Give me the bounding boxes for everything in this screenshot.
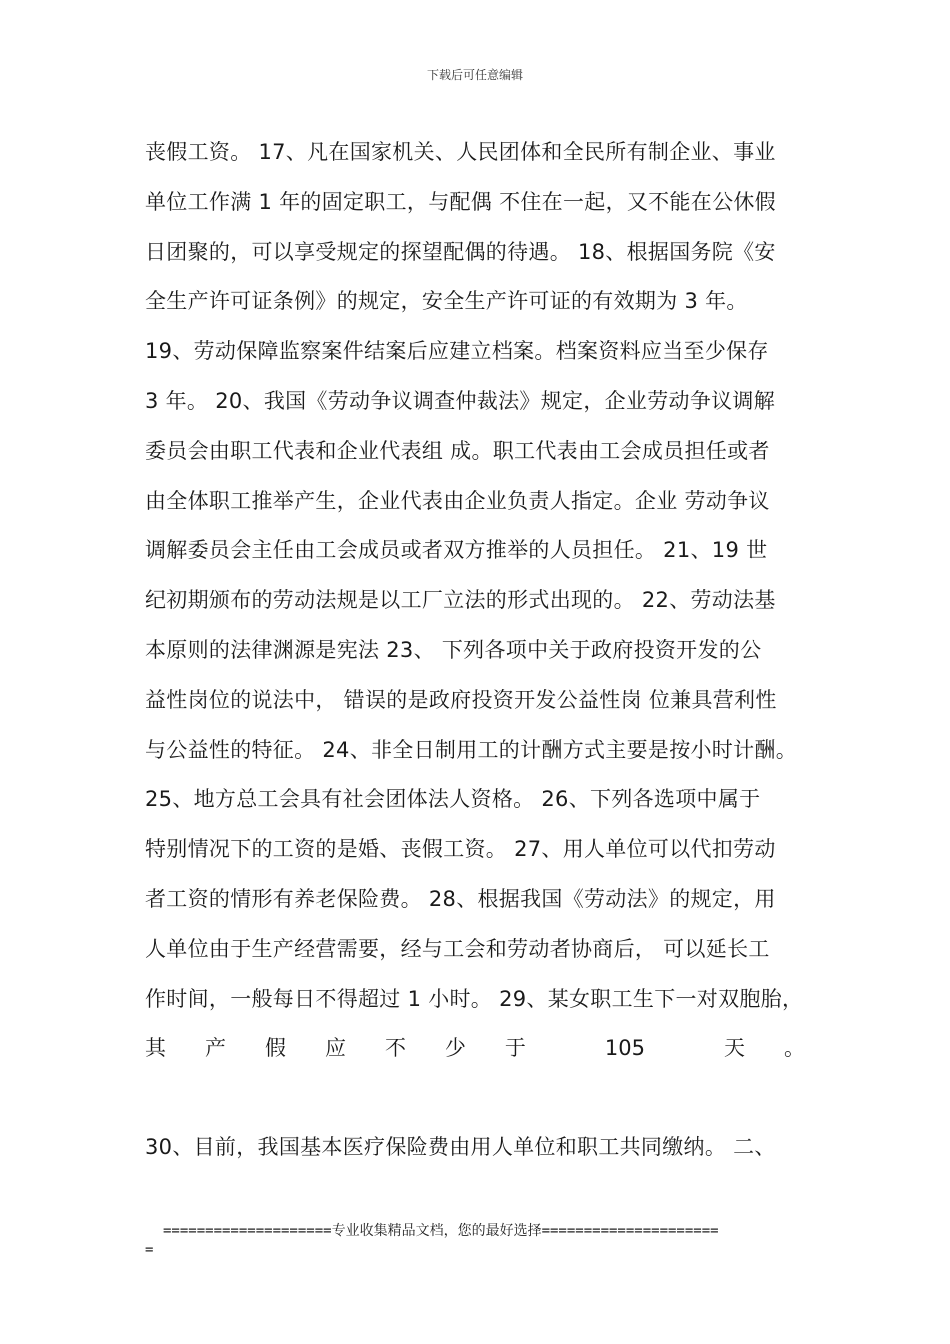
text-line: 作时间，一般每日不得超过 1 小时。 29、某女职工生下一对双胞胎， [145,986,804,1011]
spread-char: 假 [264,1036,286,1061]
text-line: 人单位由于生产经营需要，经与工会和劳动者协商后， 可以延长工 [145,936,770,961]
text-line: 特别情况下的工资的是婚、丧假工资。 27、用人单位可以代扣劳动 [145,837,776,862]
text-line: 委员会由职工代表和企业代表组 成。职工代表由工会成员担任或者 [145,438,770,463]
page-header: 下载后可任意编辑 [426,68,523,82]
text-line: 由全体职工推举产生，企业代表由企业负责人指定。企业 劳动争议 [145,488,770,513]
spread-char: 少 [444,1036,466,1061]
spread-char: 产 [204,1036,226,1061]
text-line: 与公益性的特征。 24、非全日制用工的计酬方式主要是按小时计酬。 [145,737,797,762]
text-line: 单位工作满 1 年的固定职工，与配偶 不住在一起，又不能在公休假 [145,189,776,214]
page-footer-tail: = [145,1242,154,1258]
text-line: 者工资的情形有养老保险费。 28、根据我国《劳动法》的规定，用 [145,886,776,911]
spread-char: 不 [384,1036,406,1061]
text-line: 益性岗位的说法中， 错误的是政府投资开发公益性岗 位兼具营利性 [145,687,777,712]
spread-char: 于 [504,1036,526,1061]
text-line: 19、劳动保障监察案件结案后应建立档案。档案资料应当至少保存 [145,339,769,364]
justified-text-line [145,1024,805,1074]
text-line: 30、目前，我国基本医疗保险费由用人单位和职工共同缴纳。 二、 [145,1135,776,1159]
document-body [145,128,825,1159]
page-footer: ====================专业收集精品文档，您的最好选择===================== [163,1223,719,1239]
spread-char: 。 [783,1036,805,1061]
text-line: 调解委员会主任由工会成员或者双方推举的人员担任。 21、19 世 [145,538,768,563]
text-line: 丧假工资。 17、凡在国家机关、人民团体和全民所有制企业、事业 [145,140,776,164]
spread-char: 应 [324,1036,346,1061]
spread-number: 105 [604,1036,645,1061]
text-line: 25、地方总工会具有社会团体法人资格。 26、下列各选项中属于 [145,787,761,812]
spread-char: 其 [145,1036,166,1061]
spread-char: 天 [723,1036,745,1061]
text-line: 全生产许可证条例》的规定，安全生产许可证的有效期为 3 年。 [145,289,748,314]
text-line: 纪初期颁布的劳动法规是以工厂立法的形式出现的。 22、劳动法基 [145,588,776,613]
text-line: 本原则的法律渊源是宪法 23、 下列各项中关于政府投资开发的公 [145,637,762,662]
text-line: 3 年。 20、我国《劳动争议调查仲裁法》规定，企业劳动争议调解 [145,388,776,413]
text-line: 日团聚的，可以享受规定的探望配偶的待遇。 18、根据国务院《安 [145,239,776,264]
